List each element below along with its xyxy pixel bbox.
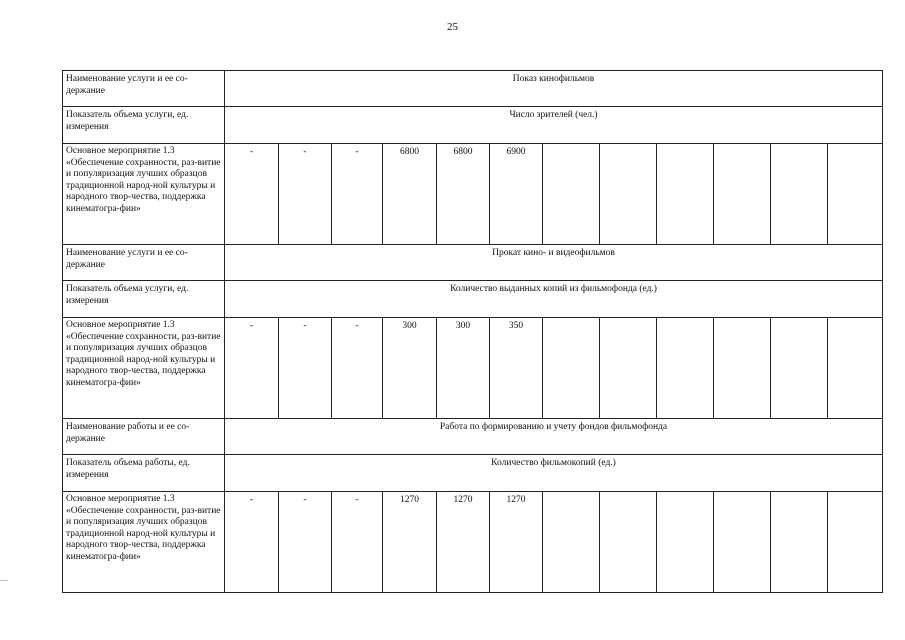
service-name: Работа по формированию и учету фондов фильмофонда	[225, 419, 883, 455]
value-cell	[657, 318, 714, 419]
value-cell: -	[279, 492, 332, 593]
value-cell: -	[332, 144, 383, 245]
value-cell: 300	[437, 318, 490, 419]
value-cell	[714, 318, 771, 419]
value-cell	[714, 144, 771, 245]
value-cell: -	[225, 144, 279, 245]
value-cell	[600, 492, 657, 593]
service-label: Наименование услуги и ее со-держание	[63, 245, 225, 281]
measure-name: Количество фильмокопий (ед.)	[225, 455, 883, 492]
value-cell	[657, 492, 714, 593]
value-cell	[543, 144, 600, 245]
value-cell	[771, 492, 828, 593]
value-cell: -	[225, 492, 279, 593]
service-name-row	[63, 419, 883, 455]
value-cell	[543, 318, 600, 419]
activity-row	[63, 318, 883, 419]
value-cell: -	[279, 144, 332, 245]
page-number: 25	[447, 21, 458, 33]
value-cell	[828, 318, 883, 419]
services-table	[62, 70, 883, 593]
value-cell: 6800	[383, 144, 437, 245]
value-cell: 1270	[490, 492, 543, 593]
value-cell	[828, 492, 883, 593]
activity-row	[63, 492, 883, 593]
service-label: Наименование услуги и ее со-держание	[63, 71, 225, 107]
value-cell: 6900	[490, 144, 543, 245]
measure-label: Показатель объема услуги, ед. измерения	[63, 281, 225, 318]
value-cell	[600, 144, 657, 245]
service-label: Наименование работы и ее со-держание	[63, 419, 225, 455]
measure-row	[63, 107, 883, 144]
value-cell: -	[332, 492, 383, 593]
value-cell	[771, 144, 828, 245]
value-cell: -	[225, 318, 279, 419]
table-body	[63, 71, 883, 593]
measure-row	[63, 281, 883, 318]
activity-description: Основное мероприятие 1.3 «Обеспечение сохранности, раз-витие и популяризация лучших образцов традиционной народ-ной культуры и народного твор-чества, поддержка кинематогра-фии»	[63, 492, 225, 593]
value-cell: -	[332, 318, 383, 419]
value-cell	[714, 492, 771, 593]
value-cell	[543, 492, 600, 593]
service-name: Прокат кино- и видеофильмов	[225, 245, 883, 281]
value-cell	[600, 318, 657, 419]
service-name: Показ кинофильмов	[225, 71, 883, 107]
service-name-row	[63, 245, 883, 281]
value-cell	[771, 318, 828, 419]
value-cell: 350	[490, 318, 543, 419]
service-name-row	[63, 71, 883, 107]
measure-name: Число зрителей (чел.)	[225, 107, 883, 144]
value-cell: 300	[383, 318, 437, 419]
value-cell: -	[279, 318, 332, 419]
value-cell: 1270	[437, 492, 490, 593]
measure-label: Показатель объема услуги, ед. измерения	[63, 107, 225, 144]
margin-mark	[0, 580, 8, 581]
value-cell: 6800	[437, 144, 490, 245]
value-cell: 1270	[383, 492, 437, 593]
measure-label: Показатель объема работы, ед. измерения	[63, 455, 225, 492]
activity-description: Основное мероприятие 1.3 «Обеспечение сохранности, раз-витие и популяризация лучших образцов традиционной народ-ной культуры и народного твор-чества, поддержка кинематогра-фии»	[63, 144, 225, 245]
value-cell	[828, 144, 883, 245]
value-cell	[657, 144, 714, 245]
measure-name: Количество выданных копий из фильмофонда (ед.)	[225, 281, 883, 318]
activity-description: Основное мероприятие 1.3 «Обеспечение сохранности, раз-витие и популяризация лучших образцов традиционной народ-ной культуры и народного твор-чества, поддержка кинематогра-фии»	[63, 318, 225, 419]
measure-row	[63, 455, 883, 492]
activity-row	[63, 144, 883, 245]
